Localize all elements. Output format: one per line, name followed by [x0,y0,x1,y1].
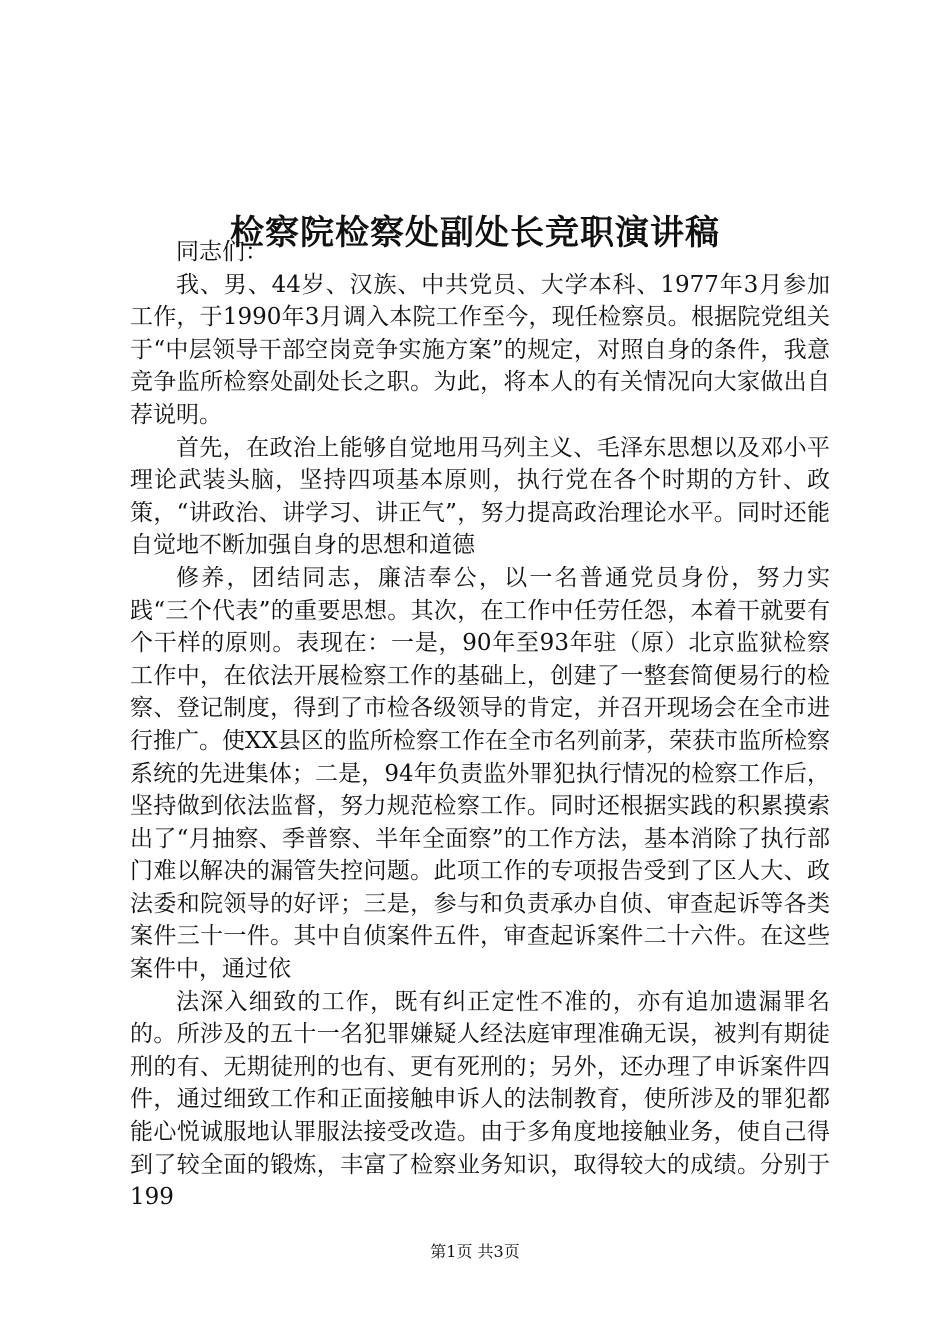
paragraph-salutation: 同志们： [176,239,268,265]
paragraph-work-record: 修养，团结同志，廉洁奉公，以一名普通党员身份，努力实践“三个代表”的重要思想。其次，在工作中任劳任怨，本着干就要有个干样的原则。表现在：一是，90年至93年驻（原）北京监狱检察工作中，在依法开展检察工作的基础上，创建了一整套简便易行的检察、登记制度，得到了市检各级领导的肯定，并召开现场会在全市进行推广。使XX县区的监所检察工作在全市名列前茅，荣获市监所检察系统的先进集体；二是，94年负责监外罪犯执行情况的检察工作后，坚持做到依法监督，努力规范检察工作。同时还根据实践的积累摸索出了“月抽察、季普察、半年全面察”的工作方法，基本消除了执行部门难以解决的漏管失控问题。此项工作的专项报告受到了区人大、政法委和院领导的好评；三是，参与和负责承办自侦、审查起诉等各类案件三十一件。其中自侦案件五件，审查起诉案件二十六件。在这些案件中，通过依 [130,564,830,983]
document-body [130,236,830,1214]
paragraph-introduction: 我、男、44岁、汉族、中共党员、大学本科、1977年3月参加工作，于1990年3月调入本院工作至今，现任检察员。根据院党组关于“中层领导干部空岗竞争实施方案”的规定，对照自身的条件，我意竞争监所检察处副处长之职。为此，将本人的有关情况向大家做出自荐说明。 [130,271,830,428]
document-title: 检察院检察处副处长竞职演讲稿 [230,212,720,253]
paragraph-political: 首先，在政治上能够自觉地用马列主义、毛泽东思想以及邓小平理论武装头脑，坚持四项基本原则，执行党在各个时期的方针、政策，“讲政治、讲学习、讲正气”，努力提高政治理论水平。同时还能自觉地不断加强自身的思想和道德 [130,434,830,559]
paragraph-case-work: 法深入细致的工作，既有纠正定性不准的，亦有追加遗漏罪名的。所涉及的五十一名犯罪嫌疑人经法庭审理准确无误，被判有期徒刑的有、无期徒刑的也有、更有死刑的；另外，还办理了申诉案件四件，通过细致工作和正面接触申诉人的法制教育，使所涉及的罪犯都能心悦诚服地认罪服法接受改造。由于多角度地接触业务，使自己得到了较全面的锻炼，丰富了检察业务知识，取得较大的成绩。分别于199 [130,988,830,1211]
page-number: 第1页 共3页 [430,1242,520,1261]
